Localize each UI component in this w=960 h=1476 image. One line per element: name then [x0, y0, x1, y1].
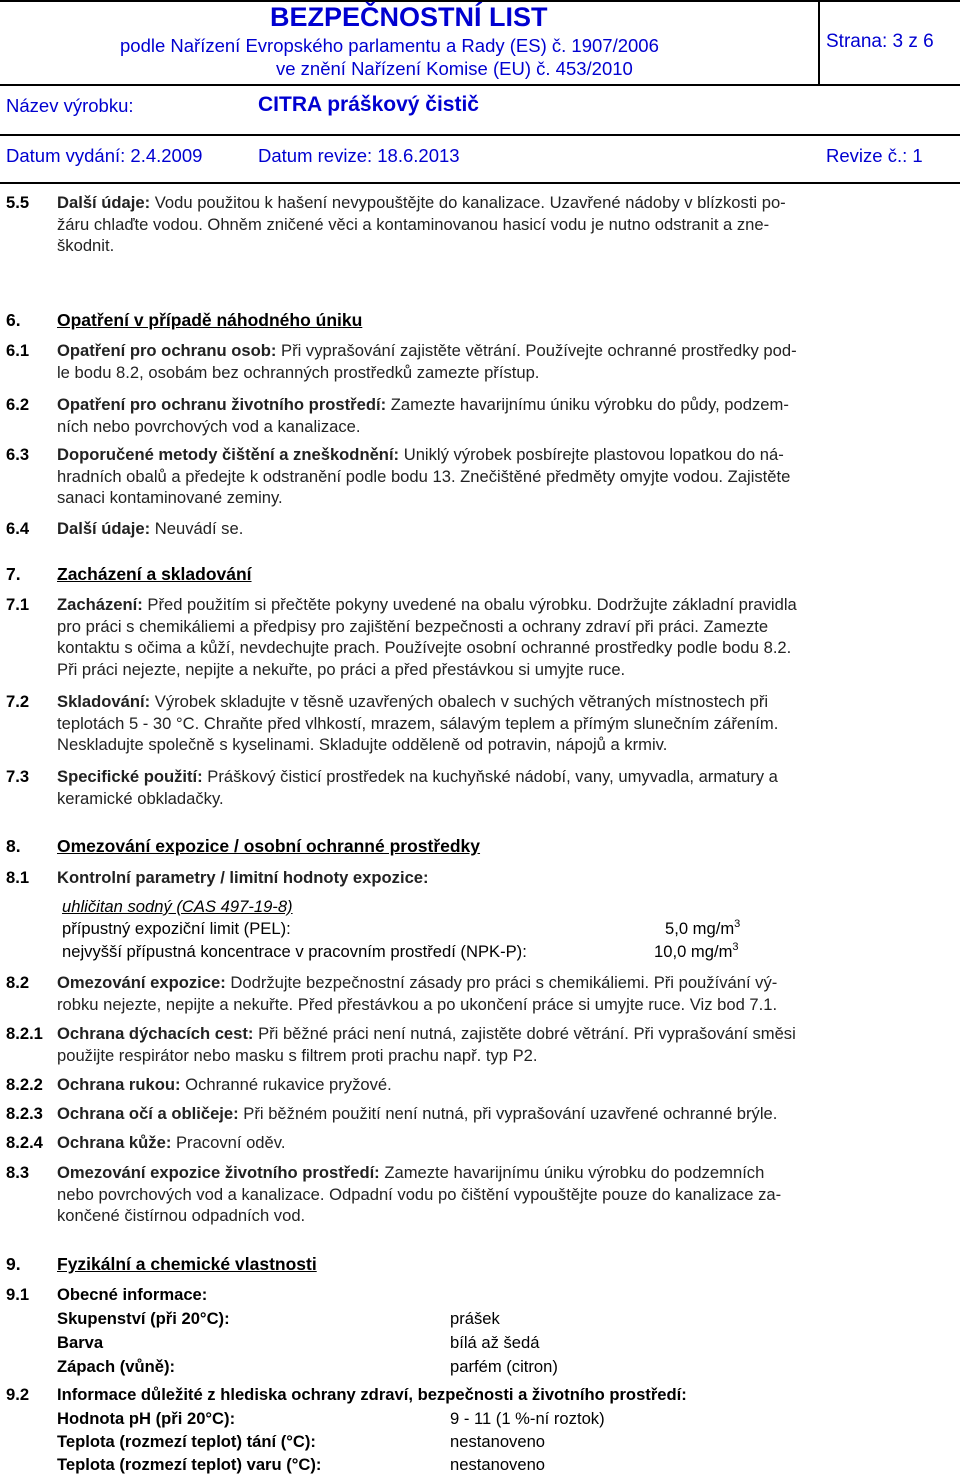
paragraph-label: Opatření pro ochranu životního prostředí: [57, 395, 387, 414]
section-title-text: Fyzikální a chemické vlastnosti [57, 1254, 317, 1274]
text-line: Práškový čisticí prostředek na kuchyňské nádobí, vany, umyvadla, armatury a [202, 767, 778, 786]
paragraph [57, 1284, 950, 1306]
text-line: Při práci nejezte, nepijte a nekuřte, po práci a před přestávkou si umyjte ruce. [57, 659, 626, 679]
page-counter: Strana: 3 z 6 [826, 31, 934, 52]
text-line: Vodu použitou k hašení nevypouštějte do kanalizace. Uzavřené nádoby v blízkosti po- [150, 193, 786, 212]
document-title: BEZPEČNOSTNÍ LIST [270, 2, 548, 32]
document-header [0, 0, 960, 186]
property-value: nestanoveno [450, 1455, 546, 1474]
text-line: škodnit. [57, 236, 115, 256]
amendment-line: ve znění Nařízení Komise (EU) č. 453/2010 [276, 58, 633, 79]
text-line: teplotách 5 - 30 °C. Chraňte před vlhkostí, mrazem, sálavým teplem a přímým slunečním zářením. [57, 713, 779, 733]
text-line: le bodu 8.2, osobám bez ochranných prostředků zamezte přístup. [57, 362, 540, 382]
section-number: 6.4 [6, 519, 30, 538]
paragraph-label: Informace důležité z hlediska ochrany zdraví, bezpečnosti a životního prostředí: [57, 1385, 687, 1404]
text-line: kontaktu s očima a kůží, nevdechujte prach. Používejte osobní ochranné prostředky podle bodu 8.2. [57, 638, 792, 658]
product-label: Název výrobku: [6, 95, 134, 116]
section-number: 7.3 [6, 767, 30, 786]
paragraph-label: Skladování: [57, 692, 151, 711]
text-line: hradních obalů a předejte k odstranění podle bodu 13. Znečištěné předměty omyjte vodou. Zajistěte [57, 466, 791, 486]
pel-value-text: 5,0 mg/m [665, 919, 735, 938]
paragraph-label: Ochrana očí a obličeje: [57, 1104, 239, 1123]
paragraph-label: Omezování expozice: [57, 973, 226, 992]
text-line: Ochranné rukavice pryžové. [180, 1075, 392, 1094]
paragraph [57, 867, 950, 889]
section-title [57, 310, 950, 332]
text-line: sanaci kontaminované zeminy. [57, 488, 283, 508]
section-number: 8. [6, 836, 21, 856]
pel-label: přípustný expoziční limit (PEL): [62, 919, 291, 938]
revision-date: Datum revize: 18.6.2013 [258, 145, 460, 166]
paragraph-label: Ochrana kůže: [57, 1133, 172, 1152]
property-label: Barva [57, 1333, 104, 1352]
paragraph [57, 518, 950, 540]
paragraph-label: Doporučené metody čištění a zneškodnění: [57, 445, 400, 464]
paragraph [57, 972, 950, 1015]
issue-date: Datum vydání: 2.4.2009 [6, 145, 203, 166]
property-label: Teplota (rozmezí teplot) tání (°C): [57, 1432, 316, 1451]
text-line: pro práci s chemikáliemi a předpisy pro zajištění bezpečnosti a ochrany zdraví při práci. Zamezte [57, 616, 769, 636]
paragraph [57, 1074, 950, 1096]
section-number: 5.5 [6, 193, 30, 212]
paragraph [57, 1023, 950, 1066]
text-line: keramické obkladačky. [57, 788, 224, 808]
npk-label: nejvyšší přípustná koncentrace v pracovním prostředí (NPK-P): [62, 942, 527, 961]
text-line: robku nejezte, nepijte a nekuřte. Před přestávkou a po ukončení práce si umyjte ruce. Viz bod 7.1. [57, 994, 778, 1014]
unit-exponent: 3 [732, 941, 739, 953]
section-number: 8.2.3 [6, 1104, 43, 1123]
property-label: Skupenství (při 20°C): [57, 1309, 230, 1328]
text-line: použijte respirátor nebo masku s filtrem proti prachu např. typ P2. [57, 1045, 538, 1065]
npk-value-text: 10,0 mg/m [654, 942, 733, 961]
section-number: 8.2.2 [6, 1075, 43, 1094]
paragraph-label: Kontrolní parametry / limitní hodnoty expozice: [57, 868, 429, 887]
paragraph-label: Ochrana dýchacích cest: [57, 1024, 254, 1043]
section-number: 6. [6, 310, 21, 330]
text-line: končené čistírnou odpadních vod. [57, 1206, 306, 1226]
text-line: Při vyprašování zajistěte větrání. Používejte ochranné prostředky pod- [276, 341, 797, 360]
text-line: Výrobek skladujte v těsně uzavřených obalech v suchých větraných místnostech při [150, 692, 769, 711]
property-label: Hodnota pH (při 20°C): [57, 1409, 236, 1428]
paragraph [57, 691, 950, 756]
section-number: 9. [6, 1254, 21, 1274]
section-title [57, 1254, 950, 1276]
property-value: nestanoveno [450, 1432, 546, 1451]
property-value: 9 - 11 (1 %-ní roztok) [450, 1409, 605, 1428]
paragraph-label: Specifické použití: [57, 767, 203, 786]
unit-exponent: 3 [734, 918, 741, 930]
property-value: parfém (citron) [450, 1357, 558, 1376]
paragraph [57, 394, 950, 437]
paragraph-label: Další údaje: [57, 193, 151, 212]
section-number: 6.2 [6, 395, 30, 414]
text-line: Dodržujte bezpečnostní zásady pro práci s chemikáliemi. Při používání vý- [225, 973, 778, 992]
section-number: 6.1 [6, 341, 30, 360]
section-number: 7.1 [6, 595, 30, 614]
paragraph [57, 1132, 950, 1154]
text-line: Pracovní oděv. [171, 1133, 286, 1152]
section-number: 8.2.4 [6, 1133, 43, 1152]
section-title-text: Opatření v případě náhodného úniku [57, 310, 363, 330]
text-line: Zamezte havarijnímu úniku výrobku do podzemních [379, 1163, 765, 1182]
npk-value [654, 941, 739, 963]
text-line: Neskladujte společně s kyselinami. Skladujte odděleně od potravin, nápojů a krmiv. [57, 735, 668, 755]
paragraph [57, 192, 950, 257]
section-title-text: Omezování expozice / osobní ochranné prostředky [57, 836, 481, 856]
paragraph [57, 1103, 950, 1125]
paragraph [57, 594, 950, 680]
text-line: nebo povrchových vod a kanalizace. Odpadní vodu po čištění vypouštějte pouze do kanalizace za- [57, 1184, 782, 1204]
paragraph [57, 766, 950, 809]
section-number: 8.2 [6, 973, 30, 992]
property-label: Teplota (rozmezí teplot) varu (°C): [57, 1455, 322, 1474]
text-line: Uniklý výrobek posbírejte plastovou lopatkou do ná- [399, 445, 784, 464]
text-line: ních nebo povrchových vod a kanalizace. [57, 416, 361, 436]
text-line: Zamezte havarijnímu úniku výrobku do půdy, podzem- [386, 395, 789, 414]
section-title [57, 564, 950, 586]
regulation-line: podle Nařízení Evropského parlamentu a Rady (ES) č. 1907/2006 [120, 35, 659, 56]
text-line: Při běžném použití není nutná, při vyprašování uzavřené ochranné brýle. [238, 1104, 778, 1123]
section-number: 6.3 [6, 445, 30, 464]
property-value: prášek [450, 1309, 500, 1328]
section-title-text: Zacházení a skladování [57, 564, 252, 584]
paragraph-label: Obecné informace: [57, 1285, 208, 1304]
paragraph [57, 444, 950, 509]
section-number: 8.1 [6, 868, 30, 887]
product-name: CITRA práškový čistič [258, 93, 479, 116]
text-line: Při běžné práci není nutná, zajistěte dobré větrání. Při vyprašování směsi [253, 1024, 796, 1043]
section-title [57, 836, 950, 858]
section-number: 9.1 [6, 1285, 30, 1304]
section-number: 7. [6, 564, 21, 584]
section-number: 7.2 [6, 692, 30, 711]
paragraph-label: Další údaje: [57, 519, 151, 538]
paragraph-label: Opatření pro ochranu osob: [57, 341, 277, 360]
section-number: 9.2 [6, 1385, 30, 1404]
revision-number: Revize č.: 1 [826, 145, 923, 166]
text-line: žáru chlaďte vodou. Ohněm zničené věci a kontaminovanou hasicí vodu je nutno odstranit a zne- [57, 214, 770, 234]
paragraph [57, 340, 950, 383]
paragraph-label: Zacházení: [57, 595, 143, 614]
paragraph [57, 1384, 950, 1406]
section-number: 8.2.1 [6, 1024, 43, 1043]
paragraph-label: Ochrana rukou: [57, 1075, 181, 1094]
section-number: 8.3 [6, 1163, 30, 1182]
text-line: Neuvádí se. [150, 519, 244, 538]
property-label: Zápach (vůně): [57, 1357, 176, 1376]
paragraph [57, 1162, 950, 1227]
pel-value [665, 918, 740, 940]
paragraph-label: Omezování expozice životního prostředí: [57, 1163, 380, 1182]
property-value: bílá až šedá [450, 1333, 540, 1352]
substance-name: uhličitan sodný (CAS 497-19-8) [62, 897, 293, 916]
text-line: Před použitím si přečtěte pokyny uvedené na obalu výrobku. Dodržujte základní pravidla [142, 595, 797, 614]
